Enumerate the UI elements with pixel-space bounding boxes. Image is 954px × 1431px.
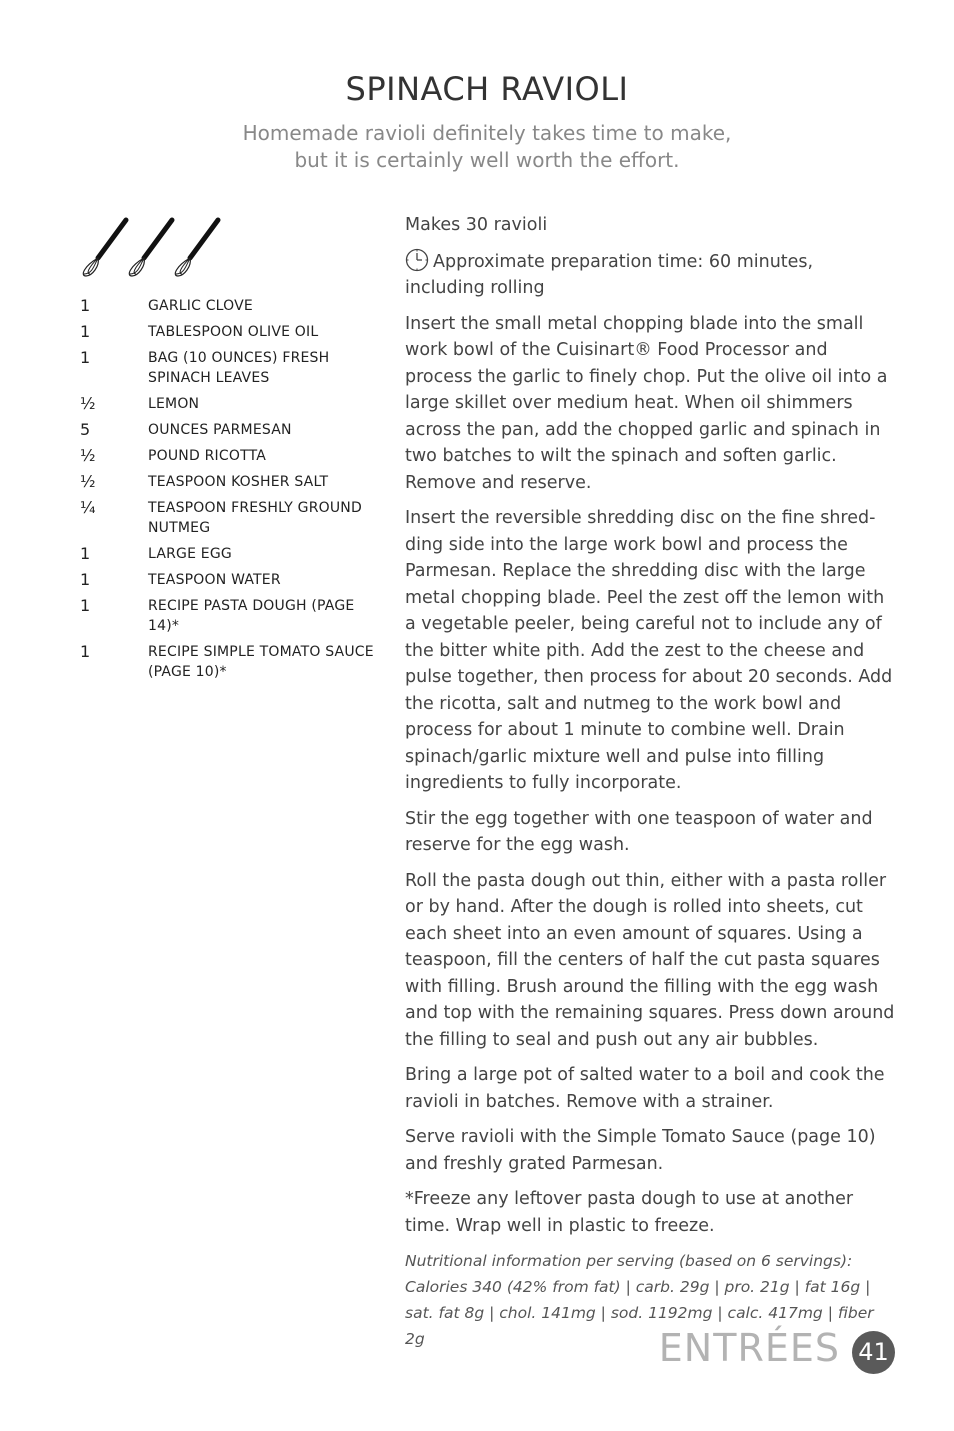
ingredient-item [80, 394, 385, 414]
nutrition-line: sat. fat 8g | chol. 141mg | sod. 1192mg | calc. 417mg | fiber 2g [405, 1304, 874, 1348]
recipe-instructions [405, 212, 897, 1352]
ingredient-qty: 1 [80, 596, 91, 615]
subtitle-line: Homemade ravioli definitely takes time to make, [242, 121, 732, 145]
ingredient-name: RECIPE PASTA DOUGH (PAGE 14)* [148, 598, 355, 634]
ingredient-name: TEASPOON KOSHER SALT [148, 474, 329, 490]
ingredient-qty: 1 [80, 570, 91, 589]
instruction-paragraph: Insert the reversible shredding disc on the fine shred-ding side into the large work bowl and process the Parmesan. Replace the shredding disc with the large metal chopping blade. Peel the zest off the lemon with a vegetable peeler, being careful not to include any of the bitter white pith. Add the zest to the cheese and pulse together, then process for about 20 seconds. Add the ricotta, salt and nutmeg to the work bowl and process for about 1 minute to combine well. Drain spinach/garlic mixture well and pulse into filling ingredients to fully incorporate. [405, 508, 893, 793]
ingredient-item [80, 420, 385, 440]
ingredient-name: TEASPOON WATER [148, 572, 281, 588]
instruction-paragraph: Bring a large pot of salted water to a boil and cook the ravioli in batches. Remove with a strainer. [405, 1065, 885, 1112]
difficulty-whisks [78, 216, 228, 278]
clock-icon [405, 248, 429, 272]
subtitle-line: but it is certainly well worth the effort. [294, 148, 680, 172]
instruction-paragraph: Stir the egg together with one teaspoon of water and reserve for the egg wash. [405, 808, 873, 855]
whisk-icon [129, 220, 172, 276]
ingredient-item [80, 472, 385, 492]
ingredient-qty: 1 [80, 296, 91, 315]
ingredient-qty: 1 [80, 348, 91, 367]
prep-time [405, 248, 897, 302]
instruction-paragraph: Insert the small metal chopping blade into the small work bowl of the Cuisinart® Food Processor and process the garlic to finely chop. Put the olive oil into a large skillet over medium heat. When oil shimmers across the pan, add the chopped garlic and spinach in two batches to wilt the spinach and soften garlic. Remove and reserve. [405, 313, 888, 493]
ingredient-item [80, 348, 385, 388]
ingredient-list [80, 296, 385, 688]
ingredient-name: LARGE EGG [148, 546, 232, 562]
nutrition-heading: Nutritional information per serving (based on 6 servings): [405, 1252, 853, 1270]
recipe-title: SPINACH RAVIOLI [345, 70, 629, 108]
ingredient-item [80, 596, 385, 636]
makes-yield: Makes 30 ravioli [405, 215, 548, 235]
section-label: ENTRÉES [658, 1326, 840, 1370]
nutrition-line: Calories 340 (42% from fat) | carb. 29g | pro. 21g | fat 16g | [405, 1278, 871, 1296]
ingredient-name: OUNCES PARMESAN [148, 422, 292, 438]
ingredient-name: LEMON [148, 396, 200, 412]
recipe-subtitle [0, 120, 954, 174]
ingredient-qty: ½ [80, 446, 96, 465]
ingredient-name: BAG (10 OUNCES) FRESH SPINACH LEAVES [148, 350, 330, 386]
ingredient-qty: 1 [80, 642, 91, 661]
freeze-note: *Freeze any leftover pasta dough to use at another time. Wrap well in plastic to freeze. [405, 1189, 854, 1236]
ingredient-name: TEASPOON FRESHLY GROUND NUTMEG [148, 500, 362, 536]
ingredient-name: TABLESPOON OLIVE OIL [148, 324, 319, 340]
ingredient-item [80, 570, 385, 590]
ingredient-qty: ½ [80, 394, 96, 413]
ingredient-qty: ¼ [80, 498, 96, 517]
ingredient-name: RECIPE SIMPLE TOMATO SAUCE (PAGE 10)* [148, 644, 374, 680]
ingredient-item [80, 642, 385, 682]
ingredient-qty: ½ [80, 472, 96, 491]
whisk-icon [83, 220, 126, 276]
instruction-paragraph: Serve ravioli with the Simple Tomato Sauce (page 10) and freshly grated Parmesan. [405, 1127, 876, 1174]
instruction-paragraph: Roll the pasta dough out thin, either with a pasta roller or by hand. After the dough is rolled into sheets, cut each sheet into an even amount of squares. Using a teaspoon, fill the centers of half the cut pasta squares with filling. Brush around the filling with the egg wash and top with the remaining squares. Press down around the filling to seal and push out any air bubbles. [405, 870, 895, 1050]
ingredient-qty: 5 [80, 420, 91, 439]
ingredient-item [80, 498, 385, 538]
ingredient-name: POUND RICOTTA [148, 448, 267, 464]
ingredient-item [80, 446, 385, 466]
whisk-icon [175, 220, 218, 276]
ingredient-qty: 1 [80, 322, 91, 341]
ingredient-item [80, 544, 385, 564]
ingredient-qty: 1 [80, 544, 91, 563]
ingredient-item [80, 322, 385, 342]
ingredient-name: GARLIC CLOVE [148, 298, 253, 314]
prep-time-text: Approximate preparation time: 60 minutes, including rolling [405, 251, 814, 298]
page-number-badge: 41 [852, 1331, 895, 1374]
ingredient-item [80, 296, 385, 316]
